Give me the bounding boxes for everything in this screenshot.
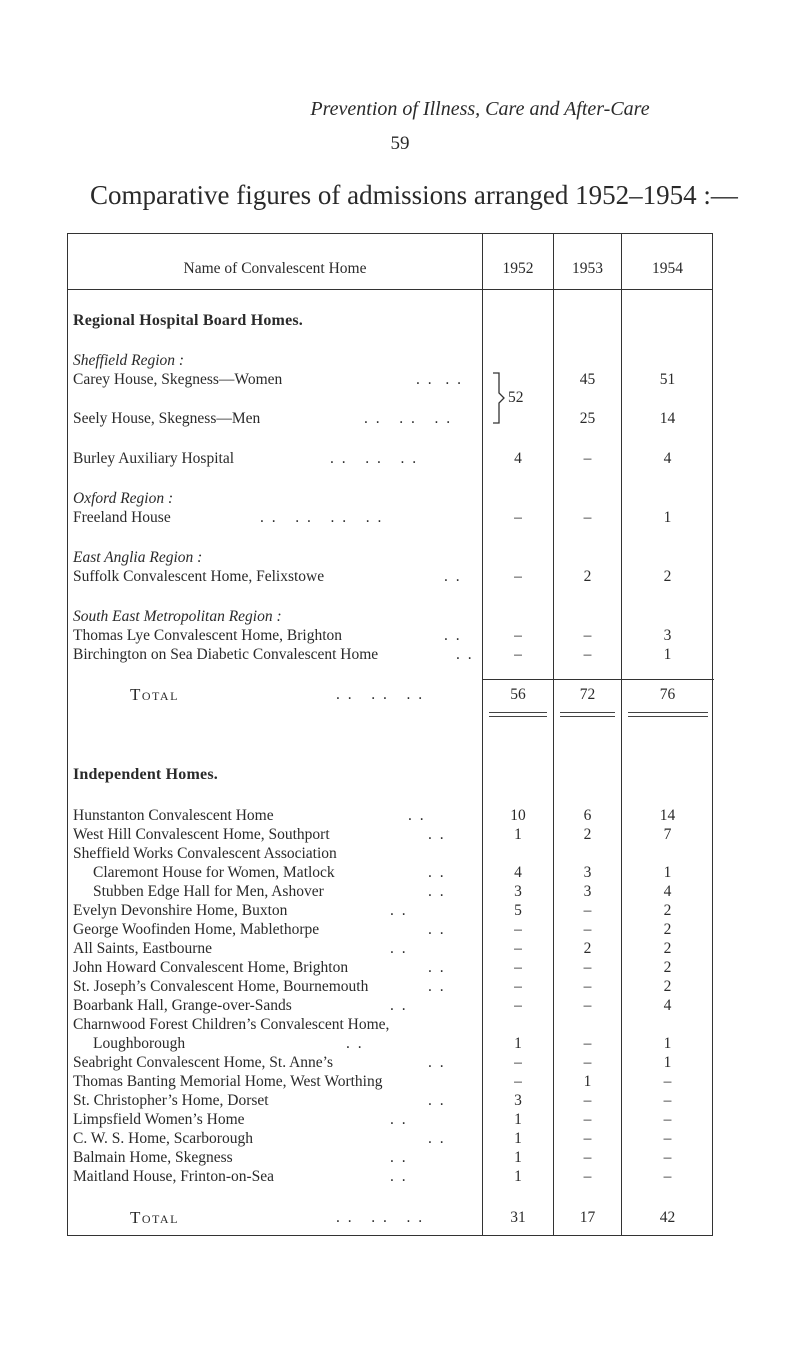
cell-1954: 2 — [663, 921, 672, 938]
row-name: All Saints, Eastbourne — [73, 940, 213, 957]
header-1953: 1953 — [572, 260, 603, 277]
leader-dots: . . — [390, 997, 408, 1014]
cell-1953: 2 — [583, 568, 592, 585]
row-name: Boarbank Hall, Grange-over-Sands — [73, 997, 292, 1014]
row-name: George Woofinden Home, Mablethorpe — [73, 921, 320, 938]
leader-dots: . . — [428, 959, 446, 976]
cell-1954: 2 — [663, 978, 672, 995]
cell-1954: 2 — [663, 568, 672, 585]
cell-1954: 14 — [659, 410, 676, 427]
cell-1952: – — [514, 627, 522, 644]
cell-1954: 1 — [663, 509, 672, 526]
row-name: Seely House, Skegness—Men — [73, 410, 261, 427]
cell-1953: – — [583, 1149, 592, 1166]
cell-1953: – — [583, 646, 592, 663]
cell-1952: 4 — [514, 864, 522, 881]
cell-1952: – — [514, 568, 522, 585]
page-number: 59 — [390, 133, 410, 154]
brace-icon — [490, 371, 506, 425]
cell-1954: 1 — [663, 1035, 672, 1052]
cell-1952: – — [514, 997, 522, 1014]
cell-1952: 1 — [514, 1168, 522, 1185]
leader-dots: . . — [346, 1035, 364, 1052]
leader-dots: . . — [428, 864, 446, 881]
cell-1952: 10 — [510, 807, 526, 824]
cell-1953: – — [583, 627, 592, 644]
section-title-independent: Independent Homes. — [73, 766, 218, 783]
cell-1953: – — [583, 1130, 592, 1147]
row-name: West Hill Convalescent Home, Southport — [73, 826, 330, 843]
region-heading: Oxford Region : — [73, 490, 174, 507]
cell-1954: – — [663, 1130, 672, 1147]
section-title-regional: Regional Hospital Board Homes. — [73, 312, 304, 329]
admissions-table — [67, 233, 713, 1236]
cell-1953: – — [583, 1111, 592, 1128]
double-rule — [628, 712, 708, 717]
cell-1953: – — [583, 450, 592, 467]
row-name: St. Christopher’s Home, Dorset — [73, 1092, 269, 1109]
cell-1953: – — [583, 959, 592, 976]
total-1953: 17 — [579, 1209, 596, 1226]
row-name: Thomas Lye Convalescent Home, Brighton — [73, 627, 343, 644]
cell-1954: 14 — [659, 807, 676, 824]
region-heading: Sheffield Region : — [73, 352, 185, 369]
cell-1952: 1 — [514, 826, 522, 843]
cell-1954: 3 — [663, 627, 672, 644]
leader-dots: . . . . . . — [330, 450, 419, 467]
row-name: Burley Auxiliary Hospital — [73, 450, 235, 467]
row-name: Maitland House, Frinton-on-Sea — [73, 1168, 275, 1185]
leader-dots: . . — [390, 902, 408, 919]
total-1953: 72 — [579, 686, 596, 703]
total-label: Total — [130, 685, 179, 704]
cell-1952-combined: 52 — [508, 389, 524, 406]
leader-dots: . . — [390, 940, 408, 957]
total-1952: 31 — [510, 1209, 526, 1226]
row-name: Freeland House — [73, 509, 171, 526]
row-name: Seabright Convalescent Home, St. Anne’s — [73, 1054, 334, 1071]
total-label: Total — [130, 1208, 179, 1227]
cell-1953: 25 — [579, 410, 596, 427]
cell-1952: – — [514, 978, 522, 995]
leader-dots: . . — [428, 826, 446, 843]
cell-1952: 5 — [514, 902, 522, 919]
cell-1952: – — [514, 921, 522, 938]
row-name: C. W. S. Home, Scarborough — [73, 1130, 253, 1147]
cell-1953: 1 — [583, 1073, 592, 1090]
leader-dots: . . — [428, 1092, 446, 1109]
cell-1952: 1 — [514, 1149, 522, 1166]
cell-1954: 2 — [663, 959, 672, 976]
running-head: Prevention of Illness, Care and After-Care — [310, 98, 650, 120]
total-1954: 42 — [659, 1209, 676, 1226]
cell-1954: 51 — [659, 371, 676, 388]
row-name: Thomas Banting Memorial Home, West Worthing — [73, 1073, 383, 1090]
cell-1953: 45 — [579, 371, 596, 388]
leader-dots: . . . . — [416, 371, 463, 388]
cell-1953: – — [583, 1168, 592, 1185]
cell-1953: 6 — [583, 807, 592, 824]
cell-1952: – — [514, 959, 522, 976]
leader-dots: . . — [390, 1149, 408, 1166]
cell-1954: 1 — [663, 646, 672, 663]
leader-dots: . . . . . . — [364, 410, 453, 427]
cell-1952: – — [514, 509, 522, 526]
leader-dots: . . — [408, 807, 426, 824]
cell-1953: – — [583, 1054, 592, 1071]
cell-1952: – — [514, 646, 522, 663]
cell-1954: – — [663, 1092, 672, 1109]
cell-1952: – — [514, 940, 522, 957]
cell-1953: – — [583, 902, 592, 919]
cell-1953: – — [583, 978, 592, 995]
leader-dots: . . — [428, 978, 446, 995]
cell-1954: – — [663, 1111, 672, 1128]
leader-dots: . . . . . . . . — [260, 509, 384, 526]
row-name: Sheffield Works Convalescent Association — [73, 845, 337, 862]
row-name: Loughborough — [93, 1035, 186, 1052]
cell-1953: 3 — [583, 883, 592, 900]
leader-dots: . . — [428, 883, 446, 900]
leader-dots: . . — [390, 1111, 408, 1128]
cell-1952: 1 — [514, 1111, 522, 1128]
cell-1952: 3 — [514, 883, 522, 900]
leader-dots: . . — [428, 921, 446, 938]
cell-1952: 1 — [514, 1130, 522, 1147]
cell-1953: – — [583, 1035, 592, 1052]
leader-dots: . . — [428, 1054, 446, 1071]
cell-1952: 1 — [514, 1035, 522, 1052]
header-name: Name of Convalescent Home — [183, 260, 367, 277]
subtotal-rule — [482, 679, 714, 680]
cell-1953: 2 — [583, 940, 592, 957]
row-name: Evelyn Devonshire Home, Buxton — [73, 902, 288, 919]
total-1952: 56 — [510, 686, 526, 703]
cell-1953: – — [583, 1092, 592, 1109]
cell-1954: – — [663, 1073, 672, 1090]
total-1954: 76 — [659, 686, 676, 703]
header-1952: 1952 — [502, 260, 534, 277]
leader-dots: . . — [456, 646, 474, 663]
cell-1954: 4 — [663, 997, 672, 1014]
cell-1954: 2 — [663, 902, 672, 919]
cell-1954: 1 — [663, 864, 672, 881]
cell-1954: 2 — [663, 940, 672, 957]
row-name: Limpsfield Women’s Home — [73, 1111, 245, 1128]
leader-dots: . . . . . . — [336, 1209, 425, 1226]
row-name: Carey House, Skegness—Women — [73, 371, 283, 388]
row-name: Stubben Edge Hall for Men, Ashover — [93, 883, 324, 900]
row-name: John Howard Convalescent Home, Brighton — [73, 959, 349, 976]
cell-1954: – — [663, 1168, 672, 1185]
row-name: Charnwood Forest Children’s Convalescent Home, — [73, 1016, 390, 1033]
cell-1954: 4 — [663, 883, 672, 900]
leader-dots: . . — [444, 568, 462, 585]
cell-1952: 3 — [514, 1092, 522, 1109]
cell-1953: – — [583, 509, 592, 526]
row-name: Birchington on Sea Diabetic Convalescent Home — [73, 646, 379, 663]
leader-dots: . . — [444, 627, 462, 644]
leader-dots: . . — [390, 1168, 408, 1185]
region-heading: East Anglia Region : — [73, 549, 203, 566]
row-name: Claremont House for Women, Matlock — [93, 864, 335, 881]
cell-1952: – — [514, 1073, 522, 1090]
cell-1953: – — [583, 997, 592, 1014]
cell-1954: 1 — [663, 1054, 672, 1071]
cell-1953: 3 — [583, 864, 592, 881]
cell-1952: 4 — [514, 450, 522, 467]
cell-1953: 2 — [583, 826, 592, 843]
cell-1954: 4 — [663, 450, 672, 467]
region-heading: South East Metropolitan Region : — [73, 608, 282, 625]
cell-1954: – — [663, 1149, 672, 1166]
double-rule — [560, 712, 615, 717]
row-name: Balmain Home, Skegness — [73, 1149, 233, 1166]
double-rule — [489, 712, 547, 717]
row-name: Hunstanton Convalescent Home — [73, 807, 274, 824]
cell-1954: 7 — [663, 826, 672, 843]
leader-dots: . . — [428, 1130, 446, 1147]
header-1954: 1954 — [652, 260, 683, 277]
header-rule — [68, 289, 712, 290]
table-caption: Comparative figures of admissions arranged 1952–1954 :— — [90, 180, 738, 210]
cell-1953: – — [583, 921, 592, 938]
row-name: St. Joseph’s Convalescent Home, Bournemouth — [73, 978, 369, 995]
row-name: Suffolk Convalescent Home, Felixstowe — [73, 568, 325, 585]
cell-1952: – — [514, 1054, 522, 1071]
leader-dots: . . . . . . — [336, 686, 425, 703]
